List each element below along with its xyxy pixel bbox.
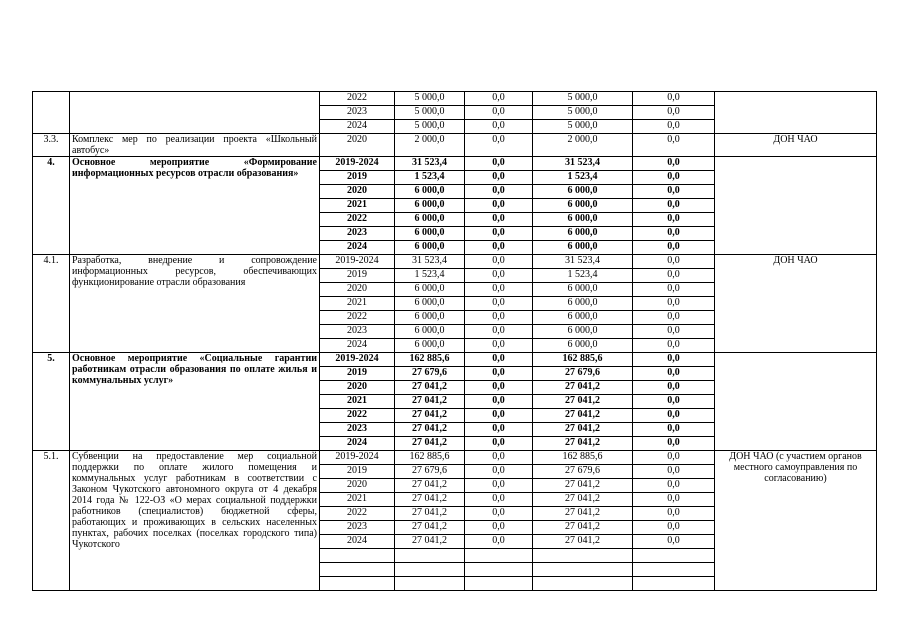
regional-cell: 6 000,0 <box>533 339 633 353</box>
other-cell: 0,0 <box>633 92 715 106</box>
empty-cell <box>465 563 533 577</box>
other-cell: 0,0 <box>633 157 715 171</box>
period-cell: 2021 <box>320 395 395 409</box>
other-cell: 0,0 <box>633 283 715 297</box>
period-cell: 2019-2024 <box>320 451 395 465</box>
regional-cell: 1 523,4 <box>533 269 633 283</box>
period-cell: 2020 <box>320 479 395 493</box>
empty-cell <box>320 563 395 577</box>
total-cell: 6 000,0 <box>395 297 465 311</box>
federal-cell: 0,0 <box>465 269 533 283</box>
row-number: 4.1. <box>33 255 70 353</box>
empty-cell <box>320 577 395 591</box>
table-row <box>33 157 877 171</box>
row-number: 5. <box>33 353 70 451</box>
empty-cell <box>395 577 465 591</box>
federal-cell: 0,0 <box>465 213 533 227</box>
row-number: 5.1. <box>33 451 70 591</box>
federal-cell: 0,0 <box>465 381 533 395</box>
total-cell: 2 000,0 <box>395 134 465 157</box>
total-cell: 6 000,0 <box>395 311 465 325</box>
period-cell: 2019 <box>320 465 395 479</box>
row-number <box>33 92 70 134</box>
period-cell: 2023 <box>320 521 395 535</box>
total-cell: 27 041,2 <box>395 535 465 549</box>
total-cell: 6 000,0 <box>395 213 465 227</box>
regional-cell: 1 523,4 <box>533 171 633 185</box>
regional-cell: 27 041,2 <box>533 423 633 437</box>
measure-name <box>70 92 320 134</box>
other-cell: 0,0 <box>633 521 715 535</box>
regional-cell: 27 679,6 <box>533 367 633 381</box>
other-cell: 0,0 <box>633 423 715 437</box>
regional-cell: 6 000,0 <box>533 311 633 325</box>
regional-cell: 27 041,2 <box>533 507 633 521</box>
other-cell: 0,0 <box>633 465 715 479</box>
total-cell: 27 041,2 <box>395 521 465 535</box>
total-cell: 27 679,6 <box>395 465 465 479</box>
other-cell: 0,0 <box>633 134 715 157</box>
total-cell: 27 041,2 <box>395 381 465 395</box>
table-row <box>33 134 877 157</box>
federal-cell: 0,0 <box>465 507 533 521</box>
other-cell: 0,0 <box>633 339 715 353</box>
empty-cell <box>320 549 395 563</box>
federal-cell: 0,0 <box>465 283 533 297</box>
table-row <box>33 92 877 106</box>
regional-cell: 6 000,0 <box>533 283 633 297</box>
period-cell: 2023 <box>320 106 395 120</box>
total-cell: 6 000,0 <box>395 241 465 255</box>
regional-cell: 6 000,0 <box>533 199 633 213</box>
period-cell: 2024 <box>320 120 395 134</box>
other-cell: 0,0 <box>633 171 715 185</box>
federal-cell: 0,0 <box>465 171 533 185</box>
federal-cell: 0,0 <box>465 409 533 423</box>
other-cell: 0,0 <box>633 120 715 134</box>
other-cell: 0,0 <box>633 367 715 381</box>
federal-cell: 0,0 <box>465 437 533 451</box>
total-cell: 1 523,4 <box>395 171 465 185</box>
other-cell: 0,0 <box>633 241 715 255</box>
total-cell: 6 000,0 <box>395 325 465 339</box>
regional-cell: 5 000,0 <box>533 106 633 120</box>
total-cell: 27 041,2 <box>395 395 465 409</box>
federal-cell: 0,0 <box>465 241 533 255</box>
total-cell: 27 041,2 <box>395 437 465 451</box>
measure-name: Разработка, внедрение и сопровождение информационных ресурсов, обеспечивающих функционирование отрасли образования <box>70 255 320 353</box>
total-cell: 27 041,2 <box>395 423 465 437</box>
period-cell: 2022 <box>320 409 395 423</box>
measure-name: Основное мероприятие «Формирование информационных ресурсов отрасли образования» <box>70 157 320 255</box>
regional-cell: 31 523,4 <box>533 255 633 269</box>
other-cell: 0,0 <box>633 493 715 507</box>
period-cell: 2019-2024 <box>320 157 395 171</box>
regional-cell: 27 041,2 <box>533 437 633 451</box>
measure-name: Субвенции на предоставление мер социальной поддержки по оплате жилого помещения и коммунальных услуг работникам в соответствии с Законом Чукотского автономного округа от 4 декабря 2014 года № 122-ОЗ «О мерах социальной поддержки работников (специалистов) бюджетной сферы, работающих и проживающих в сельских населенных пунктах, рабочих поселках (поселках городского типа) Чукотского <box>70 451 320 591</box>
period-cell: 2020 <box>320 185 395 199</box>
federal-cell: 0,0 <box>465 493 533 507</box>
regional-cell: 27 041,2 <box>533 479 633 493</box>
measure-name: Основное мероприятие «Социальные гарантии работникам отрасли образования по оплате жилья и коммунальных услуг» <box>70 353 320 451</box>
period-cell: 2020 <box>320 381 395 395</box>
federal-cell: 0,0 <box>465 535 533 549</box>
total-cell: 5 000,0 <box>395 120 465 134</box>
table-row <box>33 353 877 367</box>
federal-cell: 0,0 <box>465 451 533 465</box>
other-cell: 0,0 <box>633 409 715 423</box>
period-cell: 2022 <box>320 311 395 325</box>
federal-cell: 0,0 <box>465 339 533 353</box>
period-cell: 2019-2024 <box>320 255 395 269</box>
federal-cell: 0,0 <box>465 227 533 241</box>
period-cell: 2022 <box>320 507 395 521</box>
executor-cell <box>715 157 877 255</box>
period-cell: 2024 <box>320 535 395 549</box>
regional-cell: 5 000,0 <box>533 92 633 106</box>
regional-cell: 31 523,4 <box>533 157 633 171</box>
total-cell: 27 041,2 <box>395 409 465 423</box>
regional-cell: 6 000,0 <box>533 325 633 339</box>
other-cell: 0,0 <box>633 535 715 549</box>
federal-cell: 0,0 <box>465 423 533 437</box>
federal-cell: 0,0 <box>465 479 533 493</box>
total-cell: 6 000,0 <box>395 199 465 213</box>
federal-cell: 0,0 <box>465 134 533 157</box>
total-cell: 6 000,0 <box>395 283 465 297</box>
federal-cell: 0,0 <box>465 120 533 134</box>
other-cell: 0,0 <box>633 507 715 521</box>
regional-cell: 27 041,2 <box>533 535 633 549</box>
row-number: 4. <box>33 157 70 255</box>
total-cell: 6 000,0 <box>395 227 465 241</box>
total-cell: 27 041,2 <box>395 507 465 521</box>
regional-cell: 6 000,0 <box>533 297 633 311</box>
other-cell: 0,0 <box>633 297 715 311</box>
other-cell: 0,0 <box>633 311 715 325</box>
federal-cell: 0,0 <box>465 325 533 339</box>
period-cell: 2019 <box>320 269 395 283</box>
other-cell: 0,0 <box>633 437 715 451</box>
other-cell: 0,0 <box>633 381 715 395</box>
federal-cell: 0,0 <box>465 106 533 120</box>
regional-cell: 2 000,0 <box>533 134 633 157</box>
total-cell: 31 523,4 <box>395 157 465 171</box>
federal-cell: 0,0 <box>465 157 533 171</box>
row-number: 3.3. <box>33 134 70 157</box>
other-cell: 0,0 <box>633 255 715 269</box>
period-cell: 2024 <box>320 339 395 353</box>
period-cell: 2021 <box>320 199 395 213</box>
regional-cell: 27 041,2 <box>533 381 633 395</box>
empty-cell <box>395 549 465 563</box>
period-cell: 2023 <box>320 227 395 241</box>
empty-cell <box>533 577 633 591</box>
regional-cell: 27 041,2 <box>533 521 633 535</box>
table-row <box>33 451 877 465</box>
federal-cell: 0,0 <box>465 395 533 409</box>
federal-cell: 0,0 <box>465 199 533 213</box>
empty-cell <box>633 563 715 577</box>
empty-cell <box>395 563 465 577</box>
empty-cell <box>533 549 633 563</box>
empty-cell <box>465 549 533 563</box>
regional-cell: 6 000,0 <box>533 227 633 241</box>
other-cell: 0,0 <box>633 325 715 339</box>
period-cell: 2022 <box>320 213 395 227</box>
regional-cell: 27 679,6 <box>533 465 633 479</box>
period-cell: 2020 <box>320 134 395 157</box>
federal-cell: 0,0 <box>465 92 533 106</box>
empty-cell <box>633 549 715 563</box>
period-cell: 2024 <box>320 241 395 255</box>
period-cell: 2019-2024 <box>320 353 395 367</box>
other-cell: 0,0 <box>633 199 715 213</box>
other-cell: 0,0 <box>633 395 715 409</box>
other-cell: 0,0 <box>633 213 715 227</box>
executor-cell: ДОН ЧАО <box>715 255 877 353</box>
measure-name: Комплекс мер по реализации проекта «Школьный автобус» <box>70 134 320 157</box>
period-cell: 2021 <box>320 297 395 311</box>
total-cell: 27 041,2 <box>395 479 465 493</box>
total-cell: 31 523,4 <box>395 255 465 269</box>
total-cell: 162 885,6 <box>395 451 465 465</box>
period-cell: 2019 <box>320 367 395 381</box>
other-cell: 0,0 <box>633 185 715 199</box>
federal-cell: 0,0 <box>465 465 533 479</box>
total-cell: 5 000,0 <box>395 92 465 106</box>
period-cell: 2021 <box>320 493 395 507</box>
other-cell: 0,0 <box>633 269 715 283</box>
period-cell: 2023 <box>320 325 395 339</box>
period-cell: 2024 <box>320 437 395 451</box>
period-cell: 2020 <box>320 283 395 297</box>
other-cell: 0,0 <box>633 451 715 465</box>
total-cell: 27 041,2 <box>395 493 465 507</box>
other-cell: 0,0 <box>633 479 715 493</box>
federal-cell: 0,0 <box>465 297 533 311</box>
regional-cell: 27 041,2 <box>533 493 633 507</box>
other-cell: 0,0 <box>633 227 715 241</box>
regional-cell: 5 000,0 <box>533 120 633 134</box>
regional-cell: 27 041,2 <box>533 395 633 409</box>
total-cell: 1 523,4 <box>395 269 465 283</box>
total-cell: 27 679,6 <box>395 367 465 381</box>
budget-table <box>32 91 877 591</box>
empty-cell <box>533 563 633 577</box>
table-row <box>33 255 877 269</box>
federal-cell: 0,0 <box>465 255 533 269</box>
total-cell: 162 885,6 <box>395 353 465 367</box>
table-body <box>33 92 877 591</box>
executor-cell: ДОН ЧАО <box>715 134 877 157</box>
federal-cell: 0,0 <box>465 521 533 535</box>
federal-cell: 0,0 <box>465 353 533 367</box>
regional-cell: 162 885,6 <box>533 451 633 465</box>
total-cell: 6 000,0 <box>395 185 465 199</box>
regional-cell: 6 000,0 <box>533 241 633 255</box>
total-cell: 5 000,0 <box>395 106 465 120</box>
regional-cell: 27 041,2 <box>533 409 633 423</box>
regional-cell: 6 000,0 <box>533 213 633 227</box>
federal-cell: 0,0 <box>465 185 533 199</box>
federal-cell: 0,0 <box>465 367 533 381</box>
regional-cell: 6 000,0 <box>533 185 633 199</box>
total-cell: 6 000,0 <box>395 339 465 353</box>
executor-cell <box>715 353 877 451</box>
executor-cell: ДОН ЧАО (с участием органов местного самоуправления по согласованию) <box>715 451 877 591</box>
federal-cell: 0,0 <box>465 311 533 325</box>
other-cell: 0,0 <box>633 353 715 367</box>
period-cell: 2019 <box>320 171 395 185</box>
regional-cell: 162 885,6 <box>533 353 633 367</box>
period-cell: 2022 <box>320 92 395 106</box>
empty-cell <box>465 577 533 591</box>
empty-cell <box>633 577 715 591</box>
executor-cell <box>715 92 877 134</box>
other-cell: 0,0 <box>633 106 715 120</box>
period-cell: 2023 <box>320 423 395 437</box>
